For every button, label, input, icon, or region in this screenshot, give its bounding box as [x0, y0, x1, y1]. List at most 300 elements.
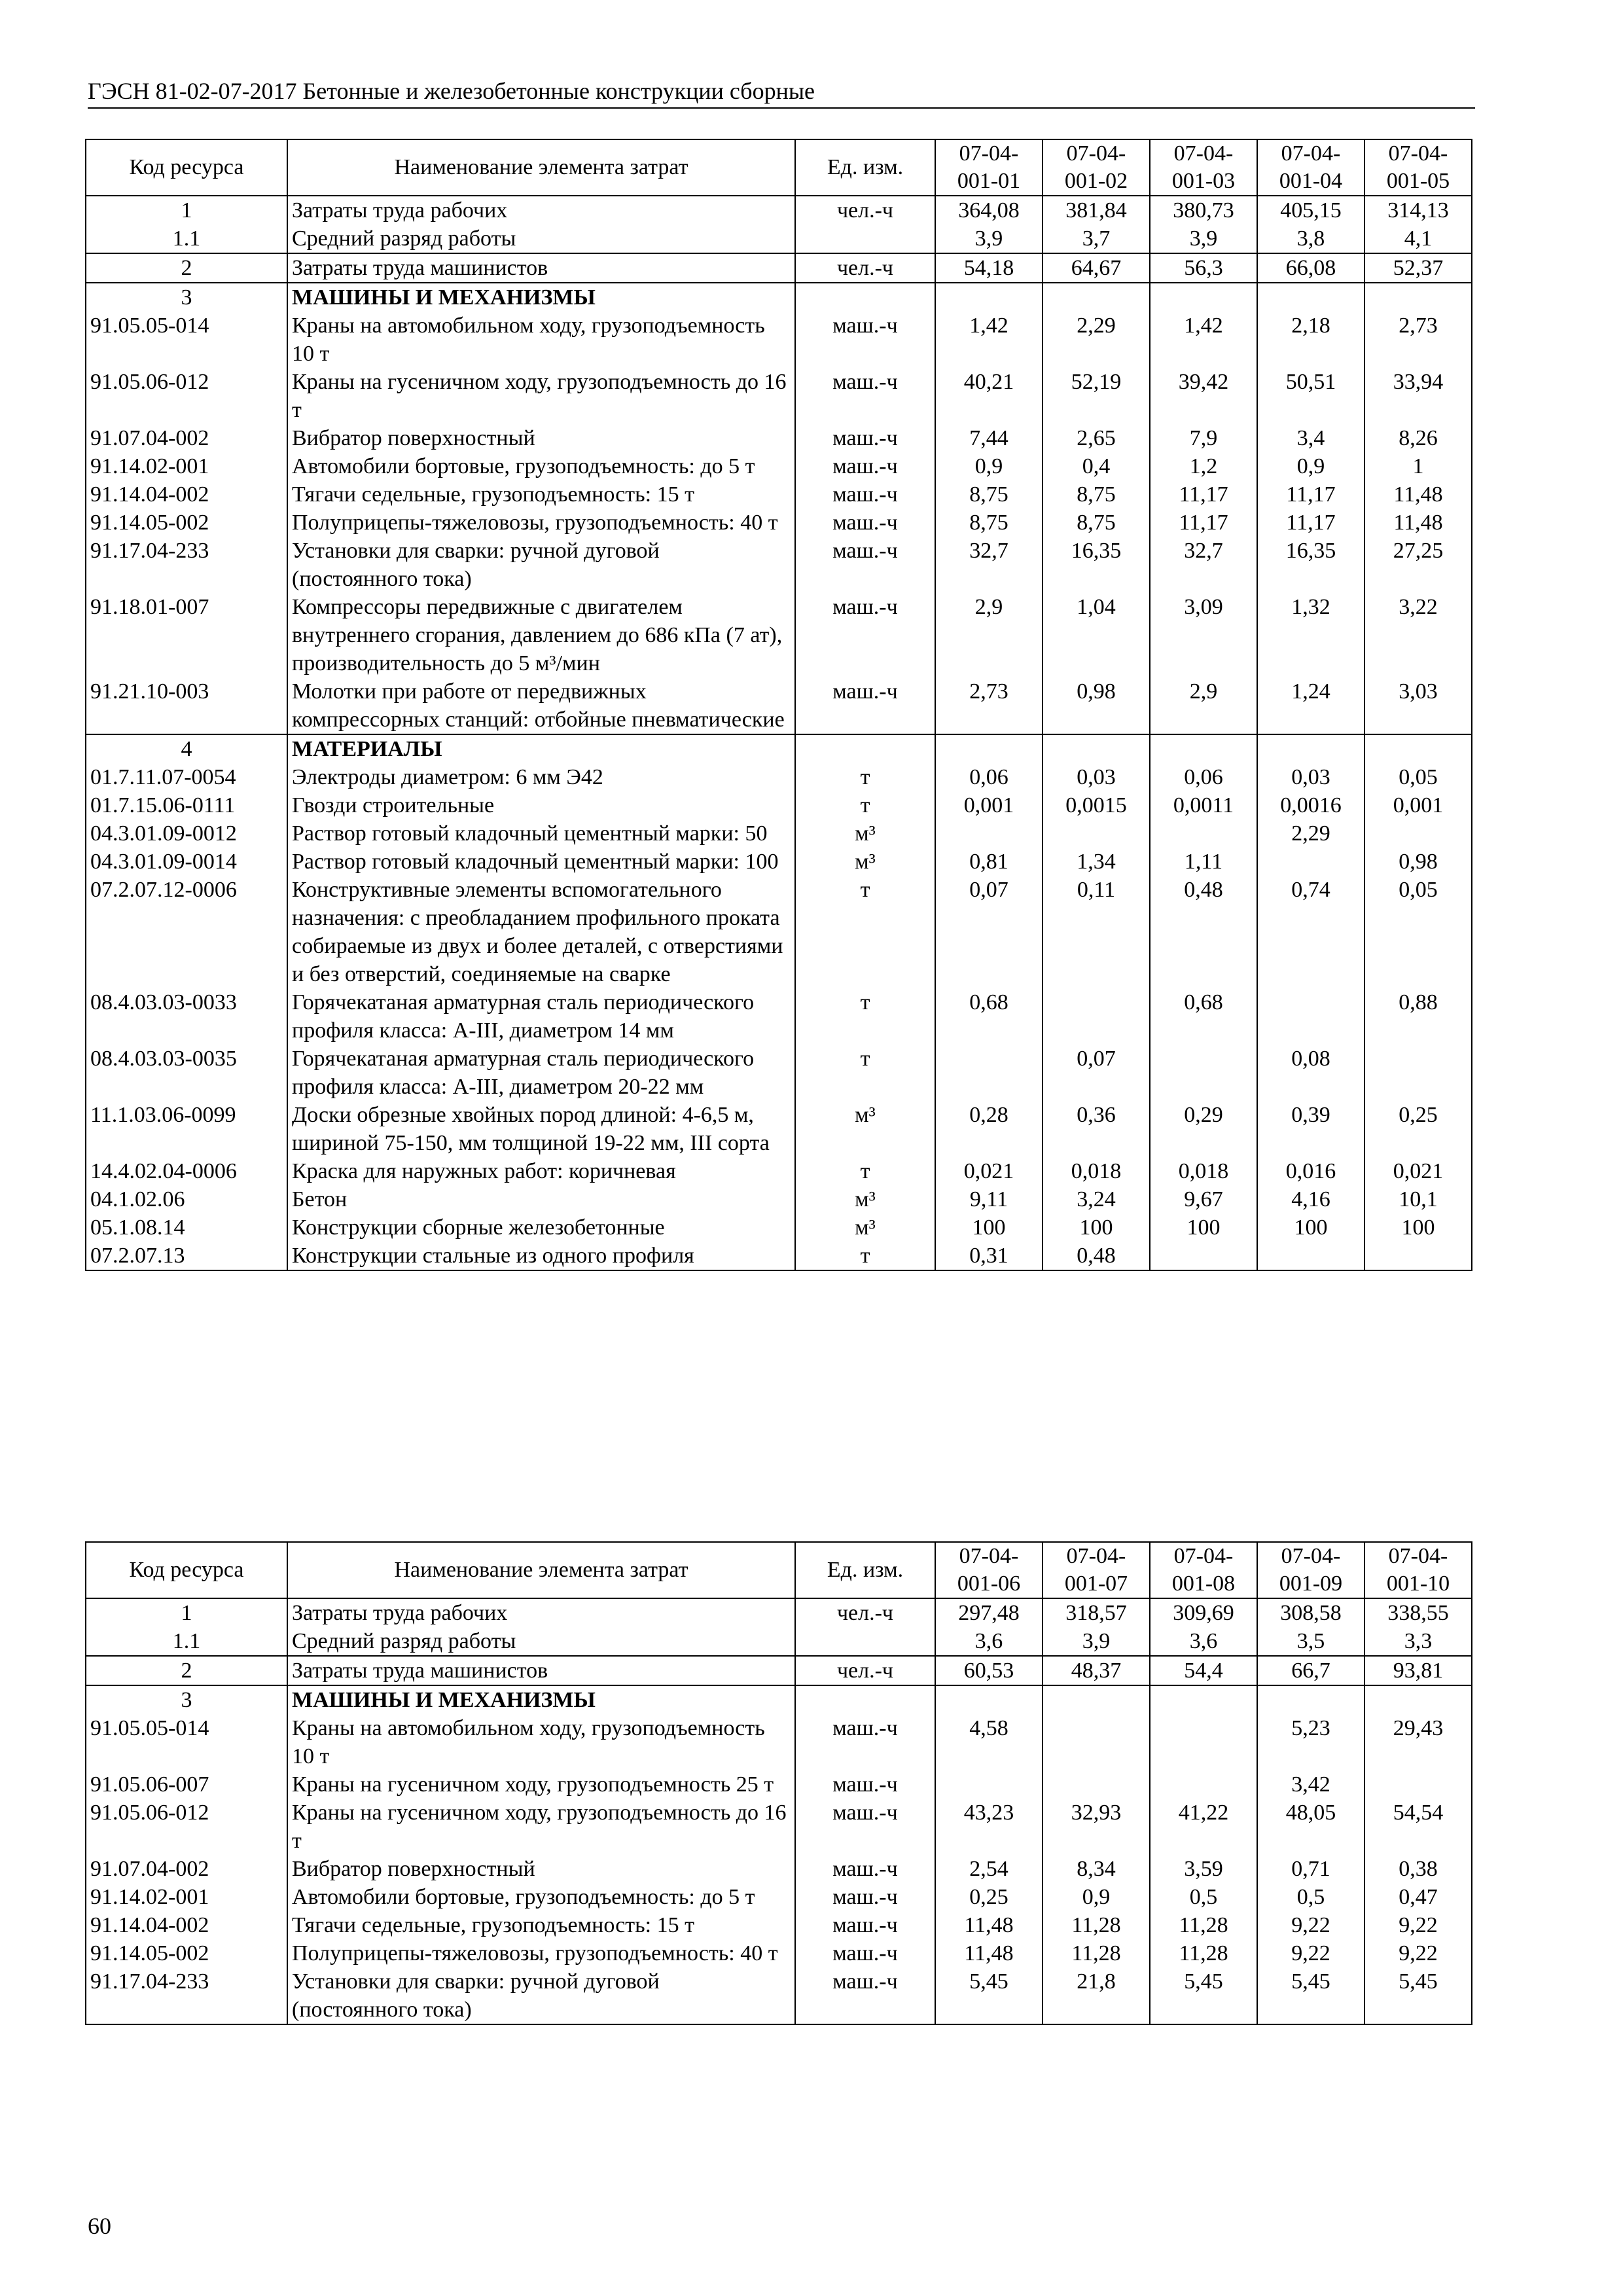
- resource-code: 91.14.04-002: [86, 480, 287, 509]
- resource-name: Затраты труда рабочих: [287, 196, 795, 224]
- norm-value: 3,6: [1150, 1627, 1257, 1656]
- norm-value: 100: [1257, 1213, 1364, 1242]
- norm-value: 1,42: [1150, 312, 1257, 368]
- table-row: [86, 509, 1472, 537]
- resource-name: Гвозди строительные: [287, 791, 795, 819]
- resource-unit: м³: [795, 1213, 935, 1242]
- norm-value: 32,7: [935, 537, 1043, 593]
- resource-code: 08.4.03.03-0033: [86, 988, 287, 1045]
- norm-value: 43,23: [935, 1799, 1043, 1855]
- norm-value: 0,03: [1257, 763, 1364, 791]
- norm-value: 1,2: [1150, 452, 1257, 480]
- resource-unit: т: [795, 1242, 935, 1270]
- resource-code: 91.05.06-012: [86, 1799, 287, 1855]
- norm-value: 0,98: [1043, 677, 1150, 734]
- norm-value: 1,11: [1150, 848, 1257, 876]
- table-header-row: [86, 139, 1472, 196]
- norm-value: 0,06: [1150, 763, 1257, 791]
- resource-unit: т: [795, 1157, 935, 1185]
- norm-value: 66,08: [1257, 253, 1364, 283]
- table-row: [86, 1714, 1472, 1770]
- norm-value: 0,88: [1364, 988, 1472, 1045]
- norm-value: 100: [1364, 1213, 1472, 1242]
- table-row: [86, 1157, 1472, 1185]
- table-row: [86, 480, 1472, 509]
- norm-value: 11,48: [935, 1939, 1043, 1967]
- norm-value: 3,3: [1364, 1627, 1472, 1656]
- norm-value: 2,18: [1257, 312, 1364, 368]
- norm-value: 0,018: [1150, 1157, 1257, 1185]
- norm-value: 297,48: [935, 1598, 1043, 1627]
- norm-value: 0,0011: [1150, 791, 1257, 819]
- resource-code: 91.21.10-003: [86, 677, 287, 734]
- norm-value: 54,4: [1150, 1656, 1257, 1685]
- table-row: [86, 253, 1472, 283]
- norm-value: 11,28: [1043, 1939, 1150, 1967]
- norm-value: 0,07: [935, 876, 1043, 988]
- resource-name: Электроды диаметром: 6 мм Э42: [287, 763, 795, 791]
- norm-value: 10,1: [1364, 1185, 1472, 1213]
- resource-unit: [795, 1627, 935, 1656]
- resource-code: 08.4.03.03-0035: [86, 1045, 287, 1101]
- col-header-norm: 07-04- 001-07: [1043, 1542, 1150, 1598]
- resource-unit: маш.-ч: [795, 1967, 935, 2024]
- resource-unit: чел.-ч: [795, 253, 935, 283]
- resource-name: Краска для наружных работ: коричневая: [287, 1157, 795, 1185]
- col-header-name: Наименование элемента затрат: [287, 1542, 795, 1598]
- table-row: [86, 1242, 1472, 1270]
- norm-value: 48,37: [1043, 1656, 1150, 1685]
- norm-value: [1364, 819, 1472, 848]
- norm-value: 3,5: [1257, 1627, 1364, 1656]
- table-row: [86, 848, 1472, 876]
- norm-value: 11,48: [1364, 509, 1472, 537]
- resource-code: 91.05.06-012: [86, 368, 287, 424]
- resource-name: МАШИНЫ И МЕХАНИЗМЫ: [287, 283, 795, 312]
- resource-code: 3: [86, 1685, 287, 1714]
- norm-value: [1150, 1770, 1257, 1799]
- norm-value: 308,58: [1257, 1598, 1364, 1627]
- norm-value: 3,6: [935, 1627, 1043, 1656]
- resource-name: Доски обрезные хвойных пород длиной: 4-6,5 м, шириной 75-150, мм толщиной 19-22 мм, III сорта: [287, 1101, 795, 1157]
- norm-value: [1257, 1242, 1364, 1270]
- resource-name: Средний разряд работы: [287, 1627, 795, 1656]
- norm-value: 309,69: [1150, 1598, 1257, 1627]
- table-row: [86, 593, 1472, 677]
- resource-code: 14.4.02.04-0006: [86, 1157, 287, 1185]
- resource-unit: маш.-ч: [795, 593, 935, 677]
- norm-value: 0,021: [935, 1157, 1043, 1185]
- resource-code: 11.1.03.06-0099: [86, 1101, 287, 1157]
- norm-value: [1364, 1685, 1472, 1714]
- norm-value: 8,75: [1043, 480, 1150, 509]
- norm-value: 0,98: [1364, 848, 1472, 876]
- resource-code: 1.1: [86, 224, 287, 253]
- norm-value: 0,68: [1150, 988, 1257, 1045]
- norm-value: 52,19: [1043, 368, 1150, 424]
- norm-value: [935, 1045, 1043, 1101]
- norm-value: 3,22: [1364, 593, 1472, 677]
- norm-value: 3,7: [1043, 224, 1150, 253]
- norm-value: [1150, 819, 1257, 848]
- norm-value: 8,75: [935, 509, 1043, 537]
- norm-value: 5,45: [1150, 1967, 1257, 2024]
- resource-unit: маш.-ч: [795, 1770, 935, 1799]
- norm-value: 0,11: [1043, 876, 1150, 988]
- resource-code: 91.14.02-001: [86, 1883, 287, 1911]
- table-row: [86, 312, 1472, 368]
- resource-name: Раствор готовый кладочный цементный марки: 50: [287, 819, 795, 848]
- resource-name: Конструкции стальные из одного профиля: [287, 1242, 795, 1270]
- norm-value: [935, 734, 1043, 763]
- norm-value: 3,8: [1257, 224, 1364, 253]
- resource-code: 91.17.04-233: [86, 537, 287, 593]
- norm-value: 9,22: [1364, 1939, 1472, 1967]
- norm-value: [1150, 1242, 1257, 1270]
- table-row: [86, 1598, 1472, 1627]
- resource-code: 3: [86, 283, 287, 312]
- norm-value: 0,9: [1257, 452, 1364, 480]
- norm-value: 1,24: [1257, 677, 1364, 734]
- norm-value: 8,26: [1364, 424, 1472, 452]
- norm-value: 0,5: [1150, 1883, 1257, 1911]
- col-header-norm: 07-04- 001-09: [1257, 1542, 1364, 1598]
- resource-code: 04.3.01.09-0012: [86, 819, 287, 848]
- norm-value: 11,17: [1150, 509, 1257, 537]
- col-header-norm: 07-04- 001-03: [1150, 139, 1257, 196]
- norm-value: 3,59: [1150, 1855, 1257, 1883]
- resource-name: Конструктивные элементы вспомогательного назначения: с преобладанием профильного проката собираемые из двух и более деталей, с отверстиями и без отверстий, соединяемые на сварке: [287, 876, 795, 988]
- resource-name: МАШИНЫ И МЕХАНИЗМЫ: [287, 1685, 795, 1714]
- norm-value: [1043, 734, 1150, 763]
- resource-code: 91.05.06-007: [86, 1770, 287, 1799]
- norm-value: [1043, 1714, 1150, 1770]
- table-row: [86, 1685, 1472, 1714]
- norm-value: 16,35: [1257, 537, 1364, 593]
- resource-table-2: [85, 1541, 1472, 2025]
- resource-name: Тягачи седельные, грузоподъемность: 15 т: [287, 1911, 795, 1939]
- resource-unit: маш.-ч: [795, 1714, 935, 1770]
- norm-value: [1150, 283, 1257, 312]
- norm-value: 318,57: [1043, 1598, 1150, 1627]
- norm-value: 5,45: [1257, 1967, 1364, 2024]
- norm-value: 16,35: [1043, 537, 1150, 593]
- table-row: [86, 734, 1472, 763]
- norm-value: 11,28: [1043, 1911, 1150, 1939]
- resource-unit: м³: [795, 1185, 935, 1213]
- resource-unit: т: [795, 876, 935, 988]
- table-row: [86, 368, 1472, 424]
- col-header-norm: 07-04- 001-02: [1043, 139, 1150, 196]
- table-row: [86, 1627, 1472, 1656]
- table-row: [86, 763, 1472, 791]
- table-row: [86, 988, 1472, 1045]
- norm-value: 0,03: [1043, 763, 1150, 791]
- resource-code: 91.14.04-002: [86, 1911, 287, 1939]
- resource-code: 01.7.11.07-0054: [86, 763, 287, 791]
- resource-code: 91.14.05-002: [86, 509, 287, 537]
- norm-value: 9,22: [1364, 1911, 1472, 1939]
- resource-unit: маш.-ч: [795, 1799, 935, 1855]
- resource-code: 05.1.08.14: [86, 1213, 287, 1242]
- resource-unit: м³: [795, 1101, 935, 1157]
- resource-unit: маш.-ч: [795, 368, 935, 424]
- norm-value: 0,9: [1043, 1883, 1150, 1911]
- norm-value: 50,51: [1257, 368, 1364, 424]
- resource-name: Полуприцепы-тяжеловозы, грузоподъемность: 40 т: [287, 509, 795, 537]
- norm-value: 5,23: [1257, 1714, 1364, 1770]
- resource-code: 4: [86, 734, 287, 763]
- resource-name: МАТЕРИАЛЫ: [287, 734, 795, 763]
- resource-name: Автомобили бортовые, грузоподъемность: до 5 т: [287, 452, 795, 480]
- resource-code: 2: [86, 253, 287, 283]
- resource-name: Краны на гусеничном ходу, грузоподъемность до 16 т: [287, 368, 795, 424]
- norm-value: [935, 1770, 1043, 1799]
- norm-value: 1,32: [1257, 593, 1364, 677]
- norm-value: [1043, 283, 1150, 312]
- norm-value: [1043, 1685, 1150, 1714]
- norm-value: 405,15: [1257, 196, 1364, 224]
- table-row: [86, 1939, 1472, 1967]
- norm-value: 7,44: [935, 424, 1043, 452]
- resource-name: Тягачи седельные, грузоподъемность: 15 т: [287, 480, 795, 509]
- norm-value: 0,016: [1257, 1157, 1364, 1185]
- resource-code: 91.14.05-002: [86, 1939, 287, 1967]
- table-row: [86, 1799, 1472, 1855]
- page-number: 60: [88, 2213, 111, 2239]
- resource-code: 1.1: [86, 1627, 287, 1656]
- resource-name: Средний разряд работы: [287, 224, 795, 253]
- resource-name: Вибратор поверхностный: [287, 424, 795, 452]
- norm-value: 0,001: [935, 791, 1043, 819]
- norm-value: 0,0015: [1043, 791, 1150, 819]
- norm-value: 2,65: [1043, 424, 1150, 452]
- col-header-norm: 07-04- 001-06: [935, 1542, 1043, 1598]
- norm-value: [1043, 988, 1150, 1045]
- norm-value: 5,45: [935, 1967, 1043, 2024]
- norm-value: 33,94: [1364, 368, 1472, 424]
- norm-value: 0,38: [1364, 1855, 1472, 1883]
- norm-value: 3,42: [1257, 1770, 1364, 1799]
- resource-unit: т: [795, 1045, 935, 1101]
- col-header-norm: 07-04- 001-05: [1364, 139, 1472, 196]
- table-row: [86, 283, 1472, 312]
- norm-value: 0,48: [1150, 876, 1257, 988]
- table-row: [86, 1101, 1472, 1157]
- resource-code: 07.2.07.13: [86, 1242, 287, 1270]
- norm-value: 8,75: [1043, 509, 1150, 537]
- norm-value: 0,06: [935, 763, 1043, 791]
- resource-name: Раствор готовый кладочный цементный марки: 100: [287, 848, 795, 876]
- norm-value: 0,47: [1364, 1883, 1472, 1911]
- norm-value: 364,08: [935, 196, 1043, 224]
- norm-value: 0,31: [935, 1242, 1043, 1270]
- norm-value: 4,58: [935, 1714, 1043, 1770]
- table-row: [86, 224, 1472, 253]
- resource-name: Затраты труда рабочих: [287, 1598, 795, 1627]
- norm-value: [1257, 1685, 1364, 1714]
- resource-name: Затраты труда машинистов: [287, 1656, 795, 1685]
- norm-value: [1150, 734, 1257, 763]
- norm-value: 2,73: [935, 677, 1043, 734]
- col-header-norm: 07-04- 001-04: [1257, 139, 1364, 196]
- norm-value: 0,0016: [1257, 791, 1364, 819]
- resource-name: Установки для сварки: ручной дуговой (постоянного тока): [287, 1967, 795, 2024]
- norm-value: [935, 283, 1043, 312]
- resource-name: Краны на гусеничном ходу, грузоподъемность до 16 т: [287, 1799, 795, 1855]
- resource-name: Вибратор поверхностный: [287, 1855, 795, 1883]
- resource-unit: т: [795, 791, 935, 819]
- norm-value: [1257, 283, 1364, 312]
- norm-value: 100: [935, 1213, 1043, 1242]
- resource-code: 1: [86, 1598, 287, 1627]
- norm-value: [1257, 848, 1364, 876]
- resource-code: 07.2.07.12-0006: [86, 876, 287, 988]
- resource-unit: маш.-ч: [795, 312, 935, 368]
- norm-value: 11,17: [1257, 480, 1364, 509]
- norm-value: 0,9: [935, 452, 1043, 480]
- norm-value: [935, 819, 1043, 848]
- norm-value: 60,53: [935, 1656, 1043, 1685]
- resource-code: 91.14.02-001: [86, 452, 287, 480]
- norm-value: 0,68: [935, 988, 1043, 1045]
- resource-name: Горячекатаная арматурная сталь периодического профиля класса: А-III, диаметром 20-22 мм: [287, 1045, 795, 1101]
- norm-value: 29,43: [1364, 1714, 1472, 1770]
- norm-value: [1364, 734, 1472, 763]
- norm-value: 32,93: [1043, 1799, 1150, 1855]
- norm-value: 0,08: [1257, 1045, 1364, 1101]
- norm-value: 0,36: [1043, 1101, 1150, 1157]
- norm-value: 21,8: [1043, 1967, 1150, 2024]
- table-row: [86, 1883, 1472, 1911]
- norm-value: 0,71: [1257, 1855, 1364, 1883]
- norm-value: 7,9: [1150, 424, 1257, 452]
- norm-value: 66,7: [1257, 1656, 1364, 1685]
- norm-value: 3,9: [935, 224, 1043, 253]
- resource-code: 1: [86, 196, 287, 224]
- norm-value: 1,42: [935, 312, 1043, 368]
- norm-value: 8,34: [1043, 1855, 1150, 1883]
- norm-value: [1150, 1685, 1257, 1714]
- resource-unit: маш.-ч: [795, 677, 935, 734]
- resource-name: Затраты труда машинистов: [287, 253, 795, 283]
- resource-code: 91.05.05-014: [86, 312, 287, 368]
- norm-value: 3,9: [1043, 1627, 1150, 1656]
- resource-name: Установки для сварки: ручной дуговой (постоянного тока): [287, 537, 795, 593]
- norm-value: 3,4: [1257, 424, 1364, 452]
- resource-unit: маш.-ч: [795, 452, 935, 480]
- norm-value: 9,67: [1150, 1185, 1257, 1213]
- col-header-unit: Ед. изм.: [795, 139, 935, 196]
- resource-code: 04.3.01.09-0014: [86, 848, 287, 876]
- norm-value: 27,25: [1364, 537, 1472, 593]
- norm-value: 64,67: [1043, 253, 1150, 283]
- resource-code: 04.1.02.06: [86, 1185, 287, 1213]
- resource-name: Полуприцепы-тяжеловозы, грузоподъемность: 40 т: [287, 1939, 795, 1967]
- norm-value: 40,21: [935, 368, 1043, 424]
- norm-value: [1150, 1714, 1257, 1770]
- norm-value: [935, 1685, 1043, 1714]
- resource-unit: т: [795, 763, 935, 791]
- norm-value: [1150, 1045, 1257, 1101]
- norm-value: 48,05: [1257, 1799, 1364, 1855]
- norm-value: 11,17: [1150, 480, 1257, 509]
- resource-name: Молотки при работе от передвижных компрессорных станций: отбойные пневматические: [287, 677, 795, 734]
- norm-value: 0,25: [935, 1883, 1043, 1911]
- resource-unit: маш.-ч: [795, 1911, 935, 1939]
- resource-code: 91.17.04-233: [86, 1967, 287, 2024]
- col-header-unit: Ед. изм.: [795, 1542, 935, 1598]
- norm-value: 380,73: [1150, 196, 1257, 224]
- norm-value: 1,34: [1043, 848, 1150, 876]
- norm-value: 39,42: [1150, 368, 1257, 424]
- norm-value: 2,54: [935, 1855, 1043, 1883]
- norm-value: 8,75: [935, 480, 1043, 509]
- norm-value: 0,28: [935, 1101, 1043, 1157]
- norm-value: 41,22: [1150, 1799, 1257, 1855]
- table-row: [86, 537, 1472, 593]
- table-row: [86, 1656, 1472, 1685]
- norm-value: 11,28: [1150, 1939, 1257, 1967]
- resource-unit: маш.-ч: [795, 509, 935, 537]
- norm-value: 3,24: [1043, 1185, 1150, 1213]
- norm-value: 11,48: [935, 1911, 1043, 1939]
- resource-unit: [795, 224, 935, 253]
- table-row: [86, 1967, 1472, 2024]
- norm-value: 11,17: [1257, 509, 1364, 537]
- norm-value: 56,3: [1150, 253, 1257, 283]
- table-row: [86, 791, 1472, 819]
- norm-value: 5,45: [1364, 1967, 1472, 2024]
- table-row: [86, 1770, 1472, 1799]
- norm-value: 3,9: [1150, 224, 1257, 253]
- col-header-norm: 07-04- 001-08: [1150, 1542, 1257, 1598]
- table-row: [86, 196, 1472, 224]
- resource-code: 2: [86, 1656, 287, 1685]
- table-row: [86, 1911, 1472, 1939]
- norm-value: 0,05: [1364, 763, 1472, 791]
- norm-value: 1: [1364, 452, 1472, 480]
- norm-value: 3,03: [1364, 677, 1472, 734]
- page-header: ГЭСН 81-02-07-2017 Бетонные и железобетонные конструкции сборные: [88, 77, 1475, 109]
- resource-name: Конструкции сборные железобетонные: [287, 1213, 795, 1242]
- resource-code: 91.18.01-007: [86, 593, 287, 677]
- norm-value: 0,29: [1150, 1101, 1257, 1157]
- table-row: [86, 1185, 1472, 1213]
- norm-value: [1043, 1770, 1150, 1799]
- norm-value: 314,13: [1364, 196, 1472, 224]
- col-header-norm: 07-04- 001-10: [1364, 1542, 1472, 1598]
- resource-name: Автомобили бортовые, грузоподъемность: до 5 т: [287, 1883, 795, 1911]
- norm-value: 9,22: [1257, 1939, 1364, 1967]
- resource-unit: чел.-ч: [795, 196, 935, 224]
- resource-unit: [795, 734, 935, 763]
- resource-name: Краны на автомобильном ходу, грузоподъемность 10 т: [287, 312, 795, 368]
- resource-unit: маш.-ч: [795, 480, 935, 509]
- norm-value: 9,11: [935, 1185, 1043, 1213]
- resource-unit: м³: [795, 819, 935, 848]
- table-row: [86, 677, 1472, 734]
- resource-code: 01.7.15.06-0111: [86, 791, 287, 819]
- norm-value: [1043, 819, 1150, 848]
- norm-value: 2,9: [935, 593, 1043, 677]
- norm-value: 100: [1043, 1213, 1150, 1242]
- table-row: [86, 1045, 1472, 1101]
- resource-code: 91.07.04-002: [86, 1855, 287, 1883]
- norm-value: 0,48: [1043, 1242, 1150, 1270]
- norm-value: 32,7: [1150, 537, 1257, 593]
- norm-value: 54,54: [1364, 1799, 1472, 1855]
